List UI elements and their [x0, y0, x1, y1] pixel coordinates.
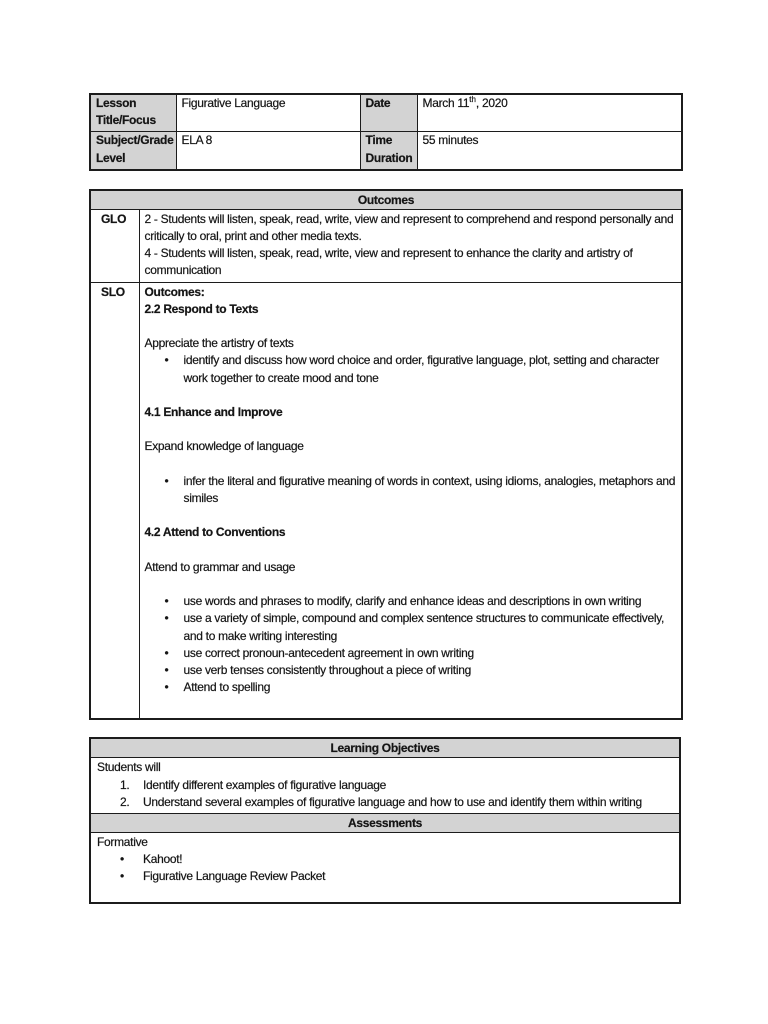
objectives-intro: Students will	[97, 760, 161, 775]
time-duration-label: Time Duration	[360, 132, 417, 170]
slo-heading: 2.2 Respond to Texts	[144, 301, 259, 316]
blank-line	[145, 387, 677, 404]
date-label: Date	[360, 94, 417, 132]
objective-text: Identify different examples of figurative language	[143, 777, 386, 792]
objective-number: 2.	[120, 794, 130, 809]
glo-row	[90, 209, 682, 282]
slo-bullet-item: • use correct pronoun-antecedent agreement in own writing	[145, 645, 677, 662]
slo-label: SLO	[90, 282, 139, 719]
objective-text: Understand several examples of figurative language and how to use and identify them within writing	[143, 794, 642, 809]
learning-objectives-header: Learning Objectives	[90, 738, 680, 758]
outcomes-header: Outcomes	[90, 190, 682, 210]
objective-number: 1.	[120, 777, 130, 792]
slo-bullet-item: • infer the literal and figurative meaning of words in context, using idioms, analogies, metaphors and similes	[145, 473, 677, 507]
assessments-list	[97, 851, 673, 885]
learning-objectives-body	[90, 758, 680, 814]
learning-objectives-body-row	[90, 758, 680, 814]
glo-paragraph: 4 - Students will listen, speak, read, write, view and represent to enhance the clarity and artistry of communication	[144, 246, 633, 278]
date-ordinal-suffix: th	[469, 95, 476, 104]
date-year-text: , 2020	[475, 96, 508, 110]
slo-heading: 4.1 Enhance and Improve	[144, 405, 283, 420]
objective-item	[97, 777, 673, 794]
slo-bullet-item: • use a variety of simple, compound and complex sentence structures to communicate effectively, and to make writing interesting	[145, 610, 677, 644]
subject-grade-value: ELA 8	[176, 132, 360, 170]
slo-text: Attend to grammar and usage	[144, 559, 296, 574]
date-text: March 11	[422, 96, 470, 110]
assessments-header: Assessments	[90, 814, 680, 833]
objective-item	[97, 794, 673, 811]
glo-label: GLO	[90, 209, 139, 282]
lesson-plan-document	[89, 93, 681, 904]
blank-line	[145, 318, 677, 335]
blank-line	[145, 456, 677, 473]
slo-heading: 4.2 Attend to Conventions	[144, 525, 286, 540]
assessments-intro: Formative	[97, 835, 148, 849]
assessment-item: • Figurative Language Review Packet	[97, 868, 673, 885]
outcomes-table	[89, 189, 683, 721]
date-value	[417, 94, 682, 132]
lesson-info-table	[89, 93, 683, 171]
assessments-body	[90, 833, 680, 903]
slo-text: Appreciate the artistry of texts	[144, 336, 294, 351]
slo-bullet-item: • Attend to spelling	[145, 679, 677, 696]
info-row-subject	[90, 132, 682, 170]
slo-row	[90, 282, 682, 719]
slo-bullet-item: • identify and discuss how word choice and order, figurative language, plot, setting and character work together to create mood and tone	[145, 352, 677, 386]
objectives-assessments-table	[89, 737, 681, 903]
lesson-title-value: Figurative Language	[176, 94, 360, 132]
slo-heading: Outcomes:	[144, 284, 205, 299]
glo-paragraph: 2 - Students will listen, speak, read, write, view and represent to comprehend and respond personally and critically to oral, print and other media texts.	[144, 211, 674, 244]
blank-line	[145, 542, 677, 559]
objectives-list	[97, 777, 673, 811]
info-row-title	[90, 94, 682, 132]
assessment-item: • Kahoot!	[97, 851, 673, 868]
glo-content	[139, 209, 682, 282]
blank-line	[145, 421, 677, 438]
blank-line	[145, 576, 677, 593]
assessments-body-row	[90, 833, 680, 903]
slo-bullet-item: • use verb tenses consistently throughout a piece of writing	[145, 662, 677, 679]
slo-text: Expand knowledge of language	[144, 439, 304, 454]
slo-bullet-item: • use words and phrases to modify, clarify and enhance ideas and descriptions in own writing	[145, 593, 677, 610]
subject-grade-label: Subject/Grade Level	[90, 132, 176, 170]
learning-objectives-header-row	[90, 738, 680, 758]
time-duration-value: 55 minutes	[417, 132, 682, 170]
lesson-title-label: Lesson Title/Focus	[90, 94, 176, 132]
outcomes-header-row	[90, 190, 682, 210]
slo-content	[139, 282, 682, 719]
blank-line	[145, 507, 677, 524]
assessments-header-row	[90, 814, 680, 833]
